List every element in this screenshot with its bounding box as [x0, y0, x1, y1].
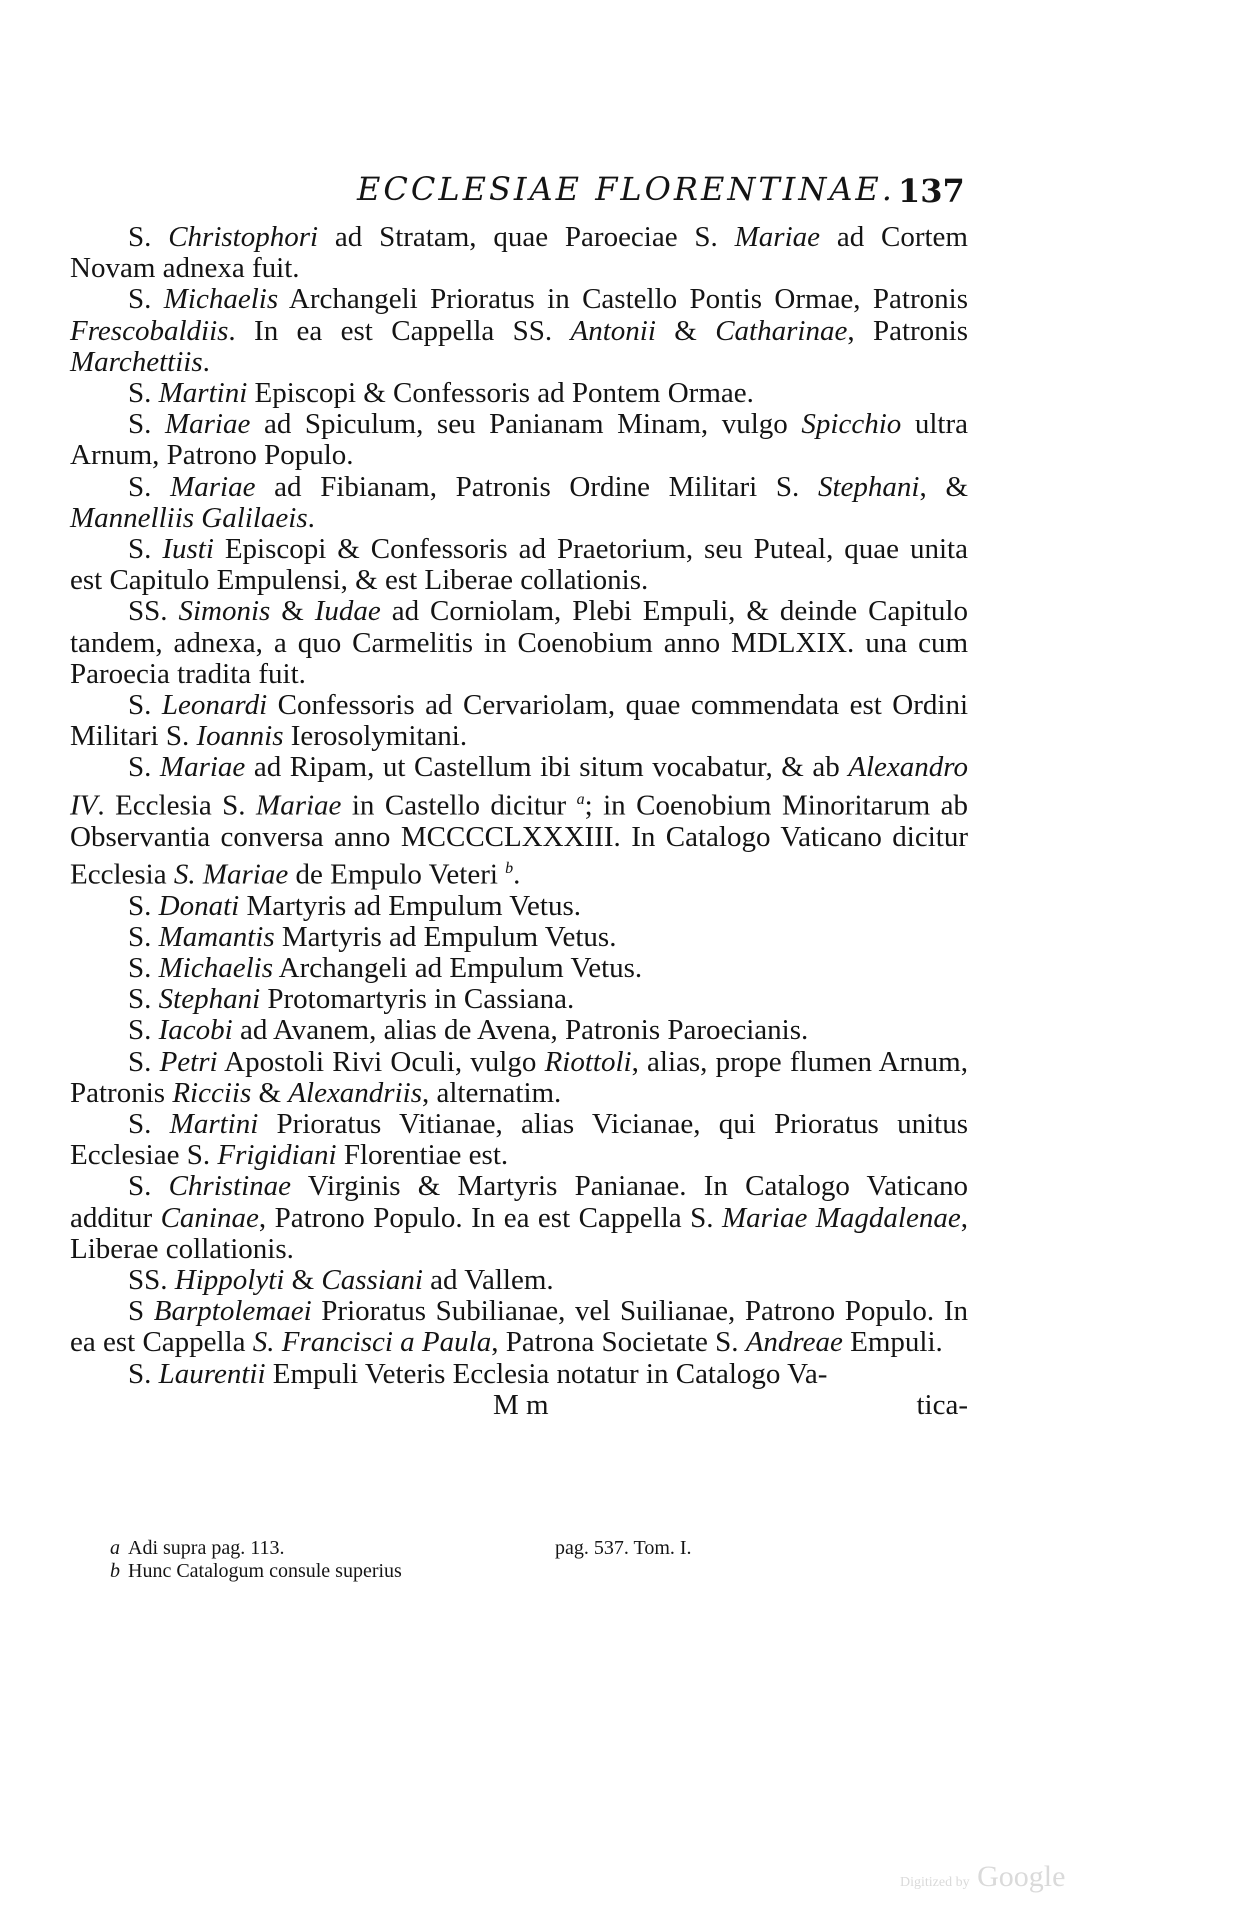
entry-text: . [202, 345, 210, 378]
entry-text: . Ecclesia S. [97, 789, 257, 822]
catchword: tica- [916, 1388, 968, 1421]
entry-text: in Castello dicitur [341, 789, 577, 822]
italic-name: Iusti [162, 533, 214, 566]
church-entry [70, 472, 968, 534]
entry-text: Protomartyris in Cassiana. [260, 983, 575, 1016]
entry-text: ultra Arnum, Patrono Populo. [70, 408, 968, 472]
page-number: 137 [898, 172, 965, 210]
entry-text: Confessoris ad Cervariolam, quae commendata est Ordini Militari S. [70, 689, 968, 753]
entry-text: , alternatim. [422, 1076, 562, 1109]
running-title: ECCLESIAE FLORENTINAE. [357, 170, 895, 208]
church-entry [70, 596, 968, 690]
footnote-ref: a [576, 790, 585, 808]
entry-text: S. [128, 533, 163, 566]
italic-name: Ioannis [196, 720, 284, 753]
entry-text: . [513, 858, 521, 891]
entry-text: Empuli Veteris Ecclesia notatur in Catalogo Va- [265, 1357, 828, 1390]
italic-name: Marchettiis [70, 345, 203, 378]
italic-name: Petri [159, 1045, 218, 1078]
church-entry [70, 378, 968, 409]
entry-text: S. [128, 470, 171, 503]
entry-text: & [251, 1076, 289, 1109]
footnotes [70, 1537, 770, 1583]
entry-text: Martyris ad Empulum Vetus. [239, 889, 582, 922]
entry-text: & [284, 1264, 322, 1297]
footnote-mark: b [110, 1560, 120, 1582]
footnote-mark: a [110, 1537, 120, 1559]
entry-text: S. [128, 751, 160, 784]
italic-name: S. Francisci a Paula [252, 1326, 492, 1359]
entry-text: , Patronis [847, 314, 968, 347]
italic-name: Ricciis [172, 1076, 252, 1109]
italic-name: Mariae [164, 408, 251, 441]
entry-text: , Patrona Societate S. [491, 1326, 746, 1359]
italic-name: Catharinae [715, 314, 848, 347]
italic-name: Michaelis [163, 283, 279, 316]
entry-text: Florentiae est. [336, 1139, 509, 1172]
footnote-ref: b [505, 859, 514, 877]
church-entry [70, 1047, 968, 1109]
entry-text: Archangeli ad Empulum Vetus. [273, 951, 643, 984]
italic-name: Iacobi [158, 1014, 233, 1047]
entry-text: S. [128, 408, 165, 441]
entry-text: Empuli. [842, 1326, 943, 1359]
church-entry [70, 222, 968, 284]
italic-name: Hippolyti [174, 1264, 285, 1297]
entry-text: ad Cortem Novam adnexa fuit. [70, 221, 968, 285]
entry-text: . In ea est Cappella SS. [228, 314, 571, 347]
entry-text: S. [128, 983, 159, 1016]
entry-text: & [270, 595, 315, 628]
entry-text: Episcopi & Confessoris ad Praetorium, seu Puteal, quae unita est Capitulo Empulensi, & est Liberae collationis. [70, 533, 968, 597]
italic-name: Michaelis [158, 951, 273, 984]
scan-watermark [900, 1860, 1065, 1894]
footnote-text: Hunc Catalogum consule superius [128, 1560, 402, 1582]
entry-list [70, 222, 968, 1390]
footnote [70, 1560, 770, 1583]
entry-text: ad Spiculum, seu Panianam Minam, vulgo [250, 408, 802, 441]
italic-name: Laurentii [158, 1357, 266, 1390]
church-entry [70, 1109, 968, 1171]
italic-name: Barptolemaei [153, 1295, 312, 1328]
entry-text: ad Fibianam, Patronis Ordine Militari S. [255, 470, 818, 503]
entry-text: Episcopi & Confessoris ad Pontem Ormae. [247, 377, 754, 410]
entry-text: S. [128, 889, 159, 922]
italic-name: Frigidiani [217, 1139, 337, 1172]
church-entry [70, 922, 968, 953]
italic-name: Leonardi [161, 689, 268, 722]
italic-name: Stephani [158, 983, 261, 1016]
watermark-brand: Google [977, 1860, 1066, 1893]
italic-name: Donati [158, 889, 240, 922]
italic-name: Antonii [570, 314, 656, 347]
entry-text: Apostoli Rivi Oculi, vulgo [217, 1045, 545, 1078]
italic-name: Andreae [745, 1326, 843, 1359]
italic-name: Stephani [818, 470, 920, 503]
entry-text: ad Ripam, ut Castellum ibi situm vocabatur, & ab [245, 751, 849, 784]
entry-text: S. [128, 221, 169, 253]
italic-name: Alexandro IV [70, 751, 968, 822]
church-entry [70, 1171, 968, 1265]
italic-name: Mariae [256, 789, 342, 822]
page-header [0, 170, 1252, 220]
entry-text: ad Vallem. [422, 1264, 554, 1297]
church-entry [70, 1265, 968, 1296]
entry-text: S. [128, 1108, 170, 1140]
entry-text: ; in Coenobium Minoritarum ab Observantia conversa anno MCCCCLXXXIII. In Catalogo Vaticano dicitur Ecclesia [70, 789, 968, 891]
italic-name: Frescobaldiis [70, 314, 229, 347]
church-entry [70, 690, 968, 752]
entry-text: ad Corniolam, Plebi Empuli, & deinde Capitulo tandem, adnexa, a quo Carmelitis in Coenobium anno MDLXIX. una cum Paroecia tradita fuit. [70, 595, 968, 690]
church-entry [70, 1296, 968, 1358]
entry-text: S. [128, 1357, 159, 1390]
entry-text: Martyris ad Empulum Vetus. [274, 920, 617, 953]
entry-text: & [655, 314, 716, 347]
entry-text: Ierosolymitani. [283, 720, 468, 753]
footnote [70, 1537, 770, 1560]
signature-line [70, 1390, 968, 1422]
entry-text: de Empulo Veteri [288, 858, 506, 891]
body-text [70, 222, 968, 1422]
entry-text: S. [128, 1170, 169, 1203]
italic-name: Mariae [159, 751, 246, 784]
italic-name: Alexandriis [288, 1076, 422, 1109]
italic-name: Christinae [168, 1170, 292, 1203]
italic-name: Mamantis [158, 920, 275, 953]
church-entry [70, 984, 968, 1015]
italic-name: Mariae Magdalenae [721, 1201, 961, 1234]
church-entry [70, 534, 968, 596]
italic-name: Spicchio [801, 408, 902, 441]
entry-text: S [128, 1295, 154, 1328]
church-entry [70, 1359, 968, 1390]
entry-text: Prioratus Subilianae, vel Suilianae, Patrono Populo. In ea est Cappella [70, 1295, 968, 1359]
entry-text: , alias, prope flumen Arnum, Patronis [70, 1045, 968, 1109]
church-entry [70, 891, 968, 922]
entry-text: , Liberae collationis. [70, 1201, 968, 1265]
entry-text: S. [128, 920, 159, 953]
italic-name: Martini [158, 377, 248, 410]
entry-text: Virginis & Martyris Panianae. In Catalogo Vaticano additur [70, 1170, 968, 1234]
italic-name: Christophori [168, 221, 319, 253]
italic-name: Mariae [734, 221, 820, 253]
footnote-text: Adi supra pag. 113. [128, 1537, 285, 1559]
signature-mark: M m [493, 1388, 549, 1421]
entry-text: . [307, 501, 315, 534]
entry-text: SS. [128, 1264, 175, 1297]
italic-name: Cassiani [321, 1264, 423, 1297]
entry-text: S. [128, 951, 159, 984]
church-entry [70, 752, 968, 890]
entry-text: , Patrono Populo. In ea est Cappella S. [258, 1201, 722, 1234]
church-entry [70, 284, 968, 378]
italic-name: Caninae [160, 1201, 259, 1234]
entry-text: SS. [128, 595, 179, 628]
church-entry [70, 1015, 968, 1046]
italic-name: Iudae [314, 595, 381, 628]
entry-text: S. [128, 377, 159, 410]
church-entry [70, 953, 968, 984]
italic-name: Riottoli [544, 1045, 632, 1078]
entry-text: ad Avanem, alias de Avena, Patronis Paroecianis. [232, 1014, 809, 1047]
entry-text: S. [128, 1045, 160, 1078]
italic-name: Mariae [170, 470, 256, 503]
italic-name: Mannelliis Galilaeis [70, 501, 308, 534]
watermark-prefix: Digitized by [900, 1875, 970, 1890]
italic-name: Martini [169, 1108, 259, 1140]
entry-text: Archangeli Prioratus in Castello Pontis Ormae, Patronis [278, 283, 968, 316]
entry-text: S. [128, 1014, 159, 1047]
entry-text: S. [128, 689, 162, 722]
italic-name: S. Mariae [173, 858, 289, 891]
footnote-reference: pag. 537. Tom. I. [555, 1537, 692, 1559]
italic-name: Simonis [178, 595, 271, 628]
entry-text: Prioratus Vitianae, alias Vicianae, qui Prioratus unitus Ecclesiae S. [70, 1108, 968, 1172]
entry-text: ad Stratam, quae Paroeciae S. [318, 221, 735, 253]
entry-text: , & [919, 470, 968, 503]
church-entry [70, 409, 968, 471]
entry-text: S. [128, 283, 164, 316]
